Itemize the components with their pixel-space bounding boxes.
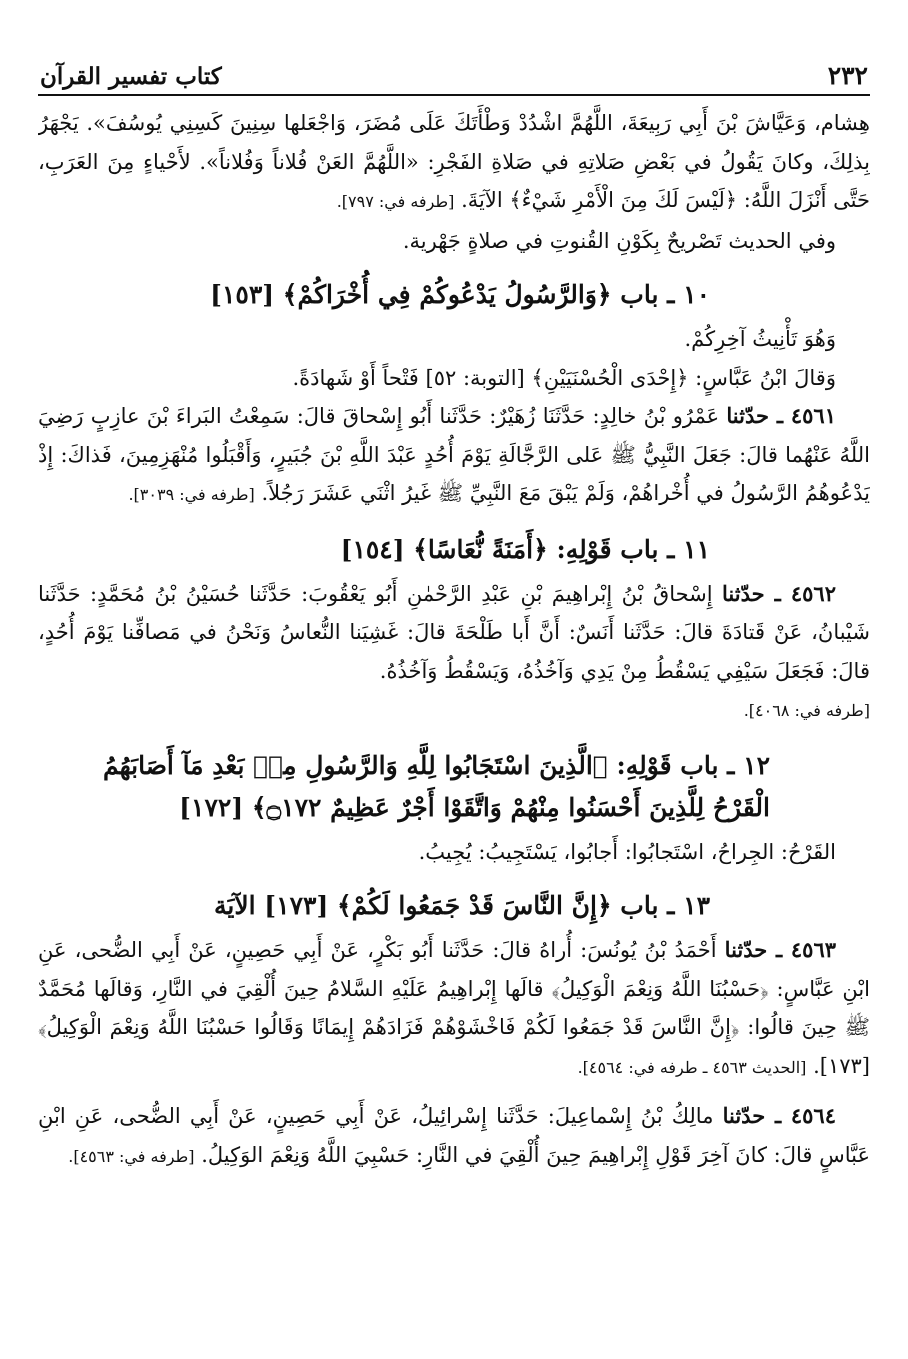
hadith-number: ٤٥٦٣ ـ حدّثنا	[724, 937, 837, 962]
document-page	[38, 52, 870, 1342]
hadith-4563	[38, 931, 870, 1087]
paragraph	[38, 690, 870, 731]
hadith-text: إِسْحاقُ بْنُ إِبْراهِيمَ بْنِ عَبْدِ الرَّحْمٰنِ أَبُو يَعْقُوبَ: حَدَّثَنا حُسَيْنُ بْنُ مُحَمَّدٍ: حَدَّثَنا شَيْبانُ، عَنْ قَتادَةَ قالَ: حَدَّثَنا أَنَسٌ: أَنَّ أَبا طَلْحَةَ قالَ: غَشِيَنا النُّعاسُ وَنَحْنُ في مَصافِّنا يَوْمَ أُحُدٍ، قالَ: فَجَعَلَ سَيْفِي يَسْقُطُ مِنْ يَدِي وَآخُذُهُ، وَيَسْقُطُ وَآخُذُهُ.	[38, 581, 870, 683]
hadith-text: أَحْمَدُ بْنُ يُونُسَ: أُراهُ قالَ: حَدَّثَنا أَبُو بَكْرٍ، عَنْ أَبِي حَصِينٍ، عَنْ أَبِي الضُّحى، عَنِ ابْنِ عَبَّاسٍ: ﴿حَسْبُنَا اللَّهُ وَنِعْمَ الْوَكِيلُ﴾ قالَها إِبْراهِيمُ عَلَيْهِ السَّلامُ حِينَ أُلْقِيَ في النَّارِ، وَقالَها مُحَمَّدٌ ﷺ حِينَ قالُوا: ﴿إِنَّ النَّاسَ قَدْ جَمَعُوا لَكُمْ فَاخْشَوْهُمْ فَزَادَهُمْ إِيمَانًا وَقَالُوا حَسْبُنَا اللَّهُ وَنِعْمَ الْوَكِيلُ﴾ [١٧٣].	[38, 938, 870, 1078]
paragraph: القَرْحُ: الجِراحُ، اسْتَجابُوا: أَجابُوا، يَسْتَجِيبُ: يُجِيبُ.	[418, 839, 836, 864]
page-header	[38, 52, 870, 96]
reference-note: [طرفه في: ٣٠٣٩].	[128, 485, 255, 504]
reference-note: [طرفه في: ٤٠٦٨].	[743, 701, 870, 720]
hadith-text: مالِكُ بْنُ إِسْماعِيلَ: حَدَّثَنا إِسْرائِيلُ، عَنْ أَبِي حَصِينٍ، عَنْ أَبِي الضُّحى، عَنِ ابْنِ عَبَّاسٍ قالَ: كانَ آخِرَ قَوْلِ إِبْراهِيمَ حِينَ أُلْقِيَ في النَّارِ: حَسْبِيَ اللَّهُ وَنِعْمَ الوَكِيلُ.	[38, 1104, 870, 1167]
hadith-4562	[38, 575, 870, 691]
paragraph: وفي الحديث تَصْريحٌ بِكَوْنِ القُنوتِ في صلاةٍ جَهْرية.	[402, 228, 836, 253]
page-content	[38, 96, 870, 1176]
reference-note: [الحديث ٤٥٦٣ ـ طرفه في: ٤٥٦٤].	[577, 1057, 807, 1077]
chapter-heading-10: ١٠ ـ باب ﴿وَالرَّسُولُ يَدْعُوكُمْ فِي أُخْرَاكُمْ﴾ [١٥٣]	[210, 280, 710, 309]
spacer	[38, 1087, 870, 1097]
paragraph	[38, 104, 870, 222]
page-number: ٢٣٢	[827, 61, 868, 90]
reference-note: [طرفه في: ٧٩٧].	[336, 192, 455, 211]
book-title: كتاب تفسير القرآن	[40, 63, 222, 90]
hadith-number: ٤٥٦١ ـ حدّثنا	[726, 403, 836, 428]
hadith-4564	[38, 1097, 870, 1176]
reference-note: [طرفه في: ٤٥٦٣].	[68, 1146, 195, 1166]
hadith-4561	[38, 397, 870, 515]
paragraph-text: هِشام، وَعَيَّاشَ بْنَ أَبِي رَبِيعَةَ، اللَّهُمَّ اشْدُدْ وَطْأَتَكَ عَلَى مُضَرَ، وَاجْعَلها سِنِينَ كَسِنِي يُوسُفَ». يَجْهَرُ بِذلِكَ، وكانَ يَقُولُ في بَعْضِ صَلاتِهِ في صَلاةِ الفَجْرِ: «اللَّهُمَّ العَنْ فُلاناً وَفُلاناً». لأَحْياءٍ مِنَ العَرَبِ، حَتَّى أَنْزَلَ اللَّهُ: ﴿لَيْسَ لَكَ مِنَ الْأَمْرِ شَيْءٌ﴾ الآيَةَ.	[38, 111, 870, 212]
paragraph: وَقالَ ابْنُ عَبَّاسٍ: ﴿إِحْدَى الْحُسْنَيَيْنِ﴾ [التوبة: ٥٢] فَتْحاً أَوْ شَهادَةً.	[292, 365, 836, 390]
chapter-heading-11: ١١ ـ باب قَوْلِهِ: ﴿أَمَنَةً نُّعَاسًا﴾ [١٥٤]	[340, 534, 710, 564]
chapter-heading-13: ١٣ ـ باب ﴿إِنَّ النَّاسَ قَدْ جَمَعُوا لَكُمْ﴾ [١٧٣] الآيَة	[214, 891, 710, 920]
hadith-number: ٤٥٦٤ ـ حدّثنا	[722, 1103, 836, 1128]
paragraph: وَهُوَ تَأْنِيثُ آخِرِكُمْ.	[684, 327, 836, 351]
hadith-text: عَمْرُو بْنُ خالِدٍ: حَدَّثَنَا زُهَيْرٌ: حَدَّثَنا أَبُو إِسْحاقَ قالَ: سَمِعْتُ البَراءَ بْنَ عازِبٍ رَضِيَ اللَّهُ عَنْهُما قالَ: جَعَلَ النَّبِيُّ ﷺ عَلى الرَّجَّالَةِ يَوْمَ أُحُدٍ عَبْدَ اللَّهِ بْنَ جُبَيرٍ، وَأَقْبَلُوا مُنْهَزِمِينَ، فَذاكَ: إِذْ يَدْعُوهُمُ الرَّسُولُ في أُخْراهُمْ، وَلَمْ يَبْقَ مَعَ النَّبِيِّ ﷺ غَيرُ اثْنَي عَشَرَ رَجُلاً.	[38, 404, 870, 505]
hadith-number: ٤٥٦٢ ـ حدّثنا	[722, 580, 836, 606]
chapter-heading-12: ١٢ ـ باب قَوْلِهِ: ﴿الَّذِينَ اسْتَجَابُوا لِلَّهِ وَالرَّسُولِ مِنۢ بَعْدِ مَآ أَصَابَهُمُ الْقَرْحُ لِلَّذِينَ أَحْسَنُوا مِنْهُمْ وَاتَّقَوْا أَجْرٌ عَظِيمٌ ۝١٧٢﴾ [١٧٢]	[102, 750, 770, 822]
